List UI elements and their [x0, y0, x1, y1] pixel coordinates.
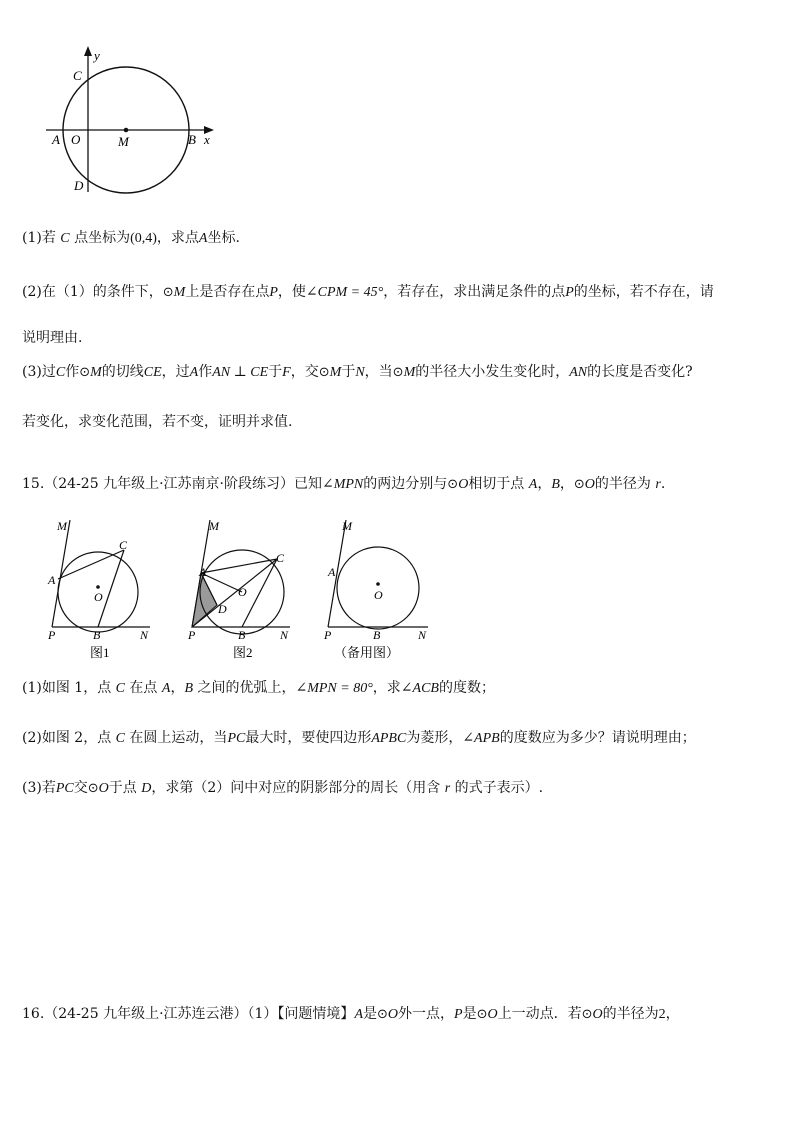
- label-m: M: [342, 519, 352, 533]
- label-p: P: [48, 628, 56, 642]
- label-n: N: [140, 628, 149, 642]
- caption-spare-figure: （备用图）: [334, 645, 400, 660]
- label-a: A: [328, 565, 336, 579]
- label-o: O: [238, 585, 247, 599]
- q15-part2: (2)如图 2，点 C 在圆上运动，当PC最大时，要使四边形APBC为菱形，∠APB的度数应为多少？请说明理由；: [22, 730, 696, 746]
- circle-dot-symbol: ⊙: [87, 781, 99, 796]
- figure-15-1: [40, 512, 160, 662]
- circle-dot-symbol: ⊙: [377, 1007, 388, 1022]
- label-d: D: [218, 602, 227, 616]
- circle-dot-symbol: ⊙: [79, 365, 91, 380]
- circle-dot-symbol: ⊙: [447, 477, 459, 492]
- label-m: M: [57, 519, 67, 533]
- circle-dot-symbol: ⊙: [318, 365, 330, 380]
- label-a: A: [52, 132, 60, 147]
- center-point-o: [96, 585, 100, 589]
- label-c: C: [73, 68, 82, 83]
- q15-part1: (1)如图 1，点 C 在点 A，B 之间的优弧上，∠MPN = 80°，求∠ACB的度数；: [22, 680, 495, 696]
- circle-dot-symbol: ⊙: [392, 365, 404, 380]
- caption-figure-2: 图2: [233, 645, 253, 660]
- label-n: N: [418, 628, 427, 642]
- chord-ac: [58, 550, 124, 579]
- circle-dot-symbol: ⊙: [162, 285, 174, 300]
- question-number: 15.: [22, 476, 45, 492]
- label-o: O: [94, 590, 103, 604]
- figure-15-2: [180, 512, 300, 662]
- circle-dot-symbol: ⊙: [573, 477, 585, 492]
- q15-heading: 15.（24-25 九年级上·江苏南京·阶段练习）已知∠MPN的两边分别与⊙O相切于点 A，B，⊙O的半径为 r.: [22, 476, 666, 492]
- q16-heading: 16.（24-25 九年级上·江苏连云港）（1）【问题情境】A是⊙O外一点，P是⊙O上一动点．若⊙O的半径为2，: [22, 1006, 680, 1022]
- q14-part1: (1)若 C 点坐标为(0,4)，求点A坐标.: [22, 230, 240, 246]
- label-p: P: [324, 628, 332, 642]
- label-b: B: [188, 132, 196, 147]
- label-b: B: [93, 628, 101, 642]
- center-point-m: [124, 128, 129, 133]
- label-n: N: [280, 628, 289, 642]
- circle-dot-symbol: ⊙: [476, 1007, 488, 1022]
- q14-part2-line2: 说明理由.: [22, 330, 83, 346]
- label-y: y: [94, 48, 100, 63]
- label-b: B: [238, 628, 246, 642]
- q14-part2: (2)在（1）的条件下，⊙M上是否存在点P，使∠CPM = 45°，若存在，求出满足条件的点P的坐标，若不存在，请: [22, 284, 714, 300]
- q15-part3: (3)若PC交⊙O于点 D，求第（2）问中对应的阴影部分的周长（用含 r 的式子表示）.: [22, 780, 544, 796]
- label-p: P: [188, 628, 196, 642]
- y-axis-arrow: [84, 46, 92, 56]
- segment-cb: [242, 559, 277, 627]
- figure-circle-coordinate: [40, 40, 230, 200]
- label-b: B: [373, 628, 381, 642]
- center-point-o: [376, 582, 380, 586]
- figure-15-spare: [316, 512, 441, 662]
- chord-cb: [98, 550, 124, 627]
- caption-figure-1: 图1: [90, 645, 110, 660]
- label-o: O: [71, 132, 81, 147]
- label-a: A: [199, 565, 207, 579]
- label-d: D: [74, 178, 84, 193]
- label-m: M: [209, 519, 219, 533]
- question-number: 16.: [22, 1006, 45, 1022]
- q14-part3: (3)过C作⊙M的切线CE，过A作AN ⊥ CE于F，交⊙M于N，当⊙M的半径大小发生变化时，AN的长度是否变化?: [22, 364, 693, 380]
- label-x: x: [204, 132, 210, 147]
- q14-part3-line2: 若变化，求变化范围，若不变，证明并求值.: [22, 414, 293, 430]
- label-m: M: [118, 134, 129, 149]
- label-a: A: [48, 573, 56, 587]
- circle-dot-symbol: ⊙: [581, 1007, 593, 1022]
- label-c: C: [276, 551, 285, 565]
- label-c: C: [119, 538, 128, 552]
- segment-ac: [201, 559, 277, 573]
- label-o: O: [374, 588, 383, 602]
